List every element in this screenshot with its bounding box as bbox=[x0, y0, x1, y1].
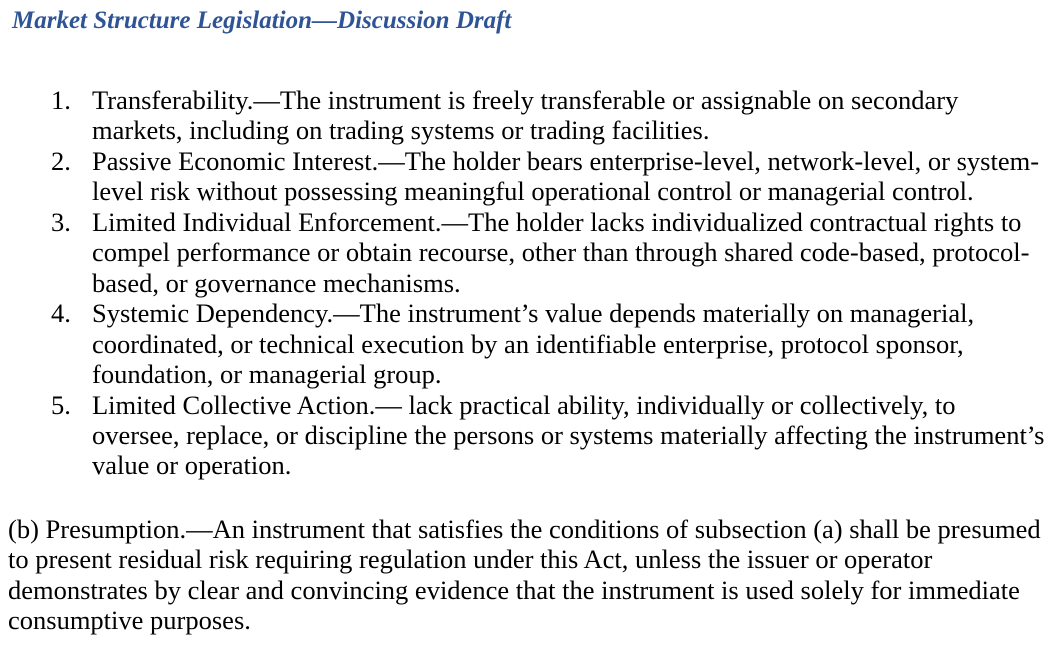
list-item-passive-economic-interest bbox=[8, 146, 1054, 207]
list-item-number: 3. bbox=[51, 206, 71, 237]
document-title: Market Structure Legislation—Discussion Draft bbox=[12, 7, 512, 34]
list-item-text: Systemic Dependency.—The instrument’s value depends materially on managerial, coordinated, or technical execution by an identifiable enterprise, protocol sponsor, foundation, or managerial group. bbox=[92, 298, 975, 390]
list-item-number: 1. bbox=[51, 85, 71, 115]
list-item-text: Limited Collective Action.— lack practical ability, individually or collectively, to oversee, replace, or discipline the persons or systems materially affecting the instrument’s value or operation. bbox=[92, 389, 1045, 481]
list-item-number: 2. bbox=[51, 145, 71, 176]
presumption-paragraph: (b) Presumption.—An instrument that satisfies the conditions of subsection (a) shall be presumed to present residual risk requiring regulation under this Act, unless the issuer or operator demonstrates by clear and convincing evidence that the instrument is used solely for immediate consumptive purposes. bbox=[8, 513, 1041, 636]
list-item-number: 5. bbox=[51, 389, 71, 420]
list-item-number: 4. bbox=[51, 298, 71, 329]
criteria-list bbox=[8, 85, 1054, 481]
list-item-text: Transferability.—The instrument is freely transferable or assignable on secondary markets, including on trading systems or trading facilities. bbox=[92, 85, 959, 146]
list-item-limited-collective-action bbox=[8, 390, 1054, 481]
list-item-text: Passive Economic Interest.—The holder bears enterprise-level, network-level, or system-level risk without possessing meaningful operational control or managerial control. bbox=[92, 145, 1040, 207]
list-item-text: Limited Individual Enforcement.—The holder lacks individualized contractual rights to compel performance or obtain recourse, other than through shared code-based, protocol-based, or governance mechanisms. bbox=[92, 206, 1030, 298]
list-item-limited-individual-enforcement bbox=[8, 207, 1054, 298]
list-item-transferability bbox=[8, 85, 1054, 146]
list-item-systemic-dependency bbox=[8, 298, 1054, 389]
